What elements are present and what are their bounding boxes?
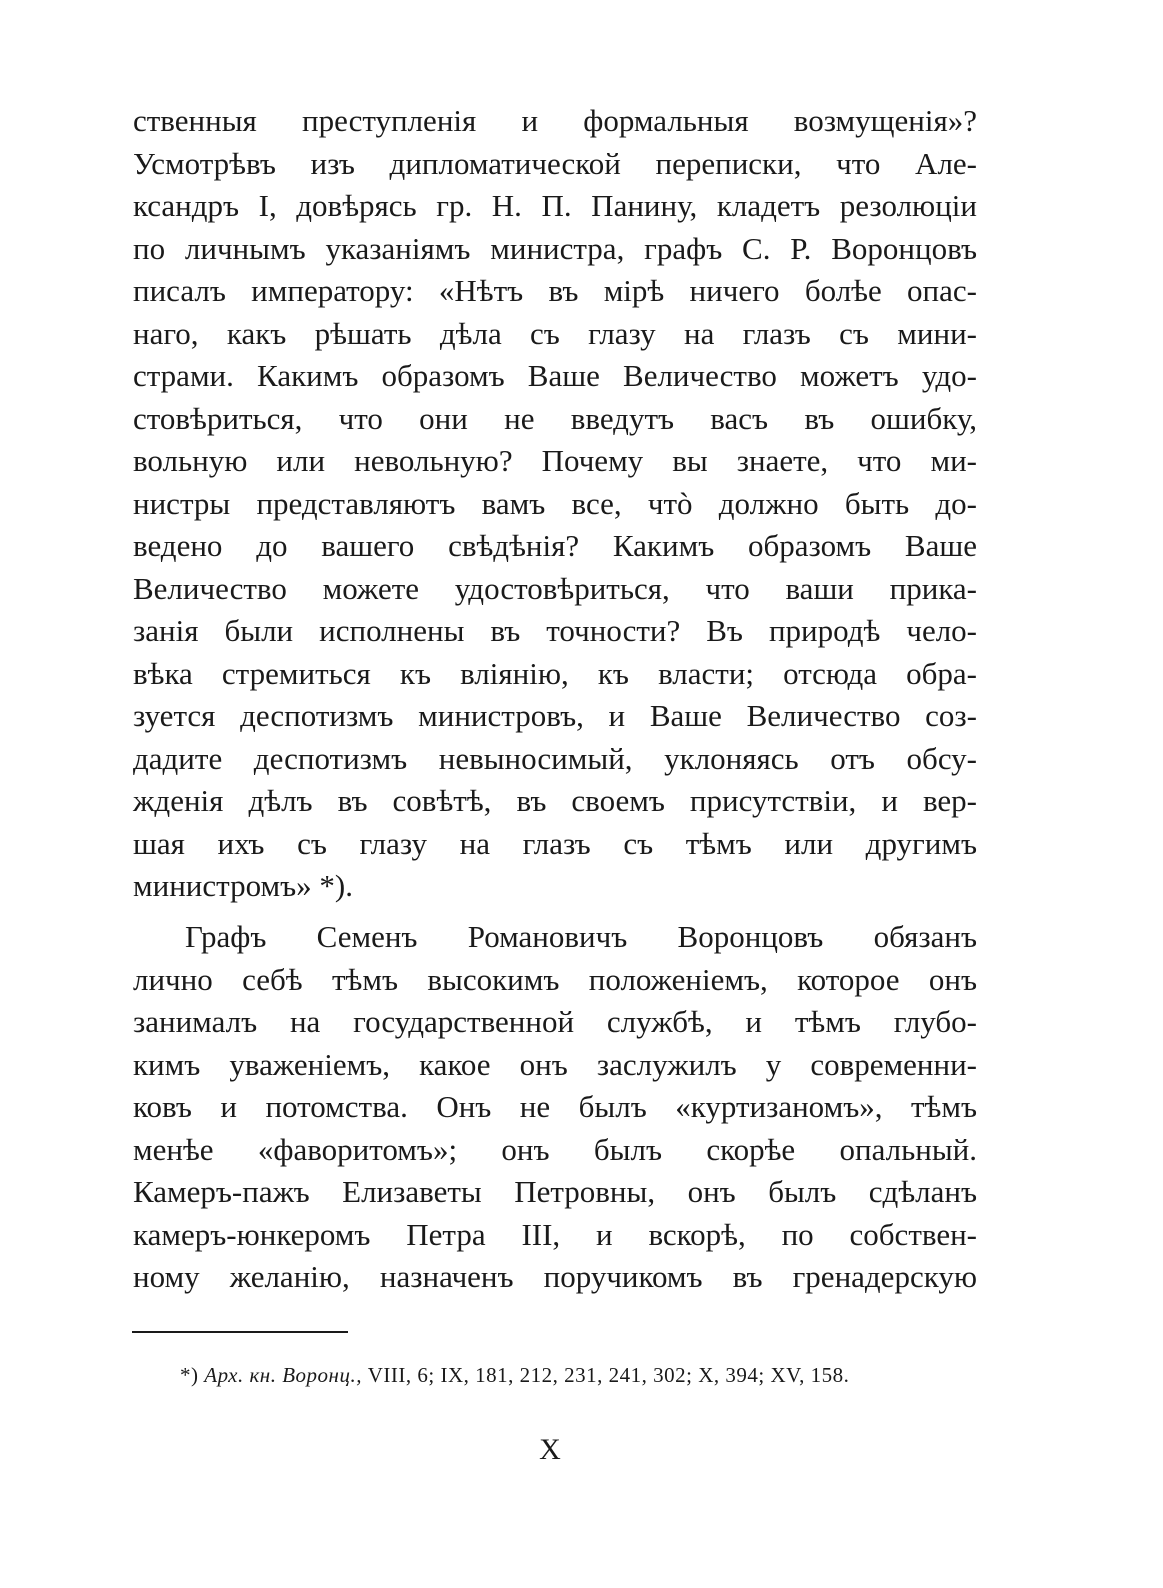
text-line: ведено до вашего свѣдѣнія? Какимъ образомъ Ваше: [133, 528, 977, 563]
text-line: занималъ на государственной службѣ, и тѣмъ глубо-: [133, 1004, 977, 1039]
text-line: зуется деспотизмъ министровъ, и Ваше Величество соз-: [133, 698, 977, 733]
text-line: шая ихъ съ глазу на глазъ съ тѣмъ или другимъ: [133, 825, 977, 861]
paragraph-1: [133, 100, 977, 908]
footnote-marker: *): [180, 1363, 199, 1387]
footnote: [180, 1360, 980, 1390]
text-line: камеръ-юнкеромъ Петра III, и вскорѣ, по собствен-: [133, 1216, 977, 1252]
text-line: менѣе «фаворитомъ»; онъ былъ скорѣе опальный.: [133, 1131, 977, 1167]
text-line: дадите деспотизмъ невыносимый, уклоняясь отъ обсу-: [133, 740, 977, 776]
text-line: лично себѣ тѣмъ высокимъ положеніемъ, которое онъ: [133, 961, 977, 997]
text-line: нистры представляютъ вамъ все, чтò должно быть до-: [133, 485, 977, 521]
text-line: ному желанію, назначенъ поручикомъ въ гренадерскую: [133, 1259, 977, 1294]
text-line: страми. Какимъ образомъ Ваше Величество можетъ удо-: [133, 358, 977, 393]
text-line: стовѣриться, что они не введутъ васъ въ ошибку,: [133, 400, 977, 436]
text-line: Усмотрѣвъ изъ дипломатической переписки, что Але-: [133, 145, 977, 181]
text-line: занія были исполнены въ точности? Въ природѣ чело-: [133, 613, 977, 648]
footnote-source: Арх. кн. Воронц.,: [204, 1363, 362, 1387]
text-line: Величество можете удостовѣриться, что ваши прика-: [133, 570, 977, 606]
text-line: Камеръ-пажъ Елизаветы Петровны, онъ былъ сдѣланъ: [133, 1174, 977, 1209]
text-line: ковъ и потомства. Онъ не былъ «куртизаномъ», тѣмъ: [133, 1089, 977, 1124]
text-line: писалъ императору: «Нѣтъ въ мірѣ ничего болѣе опас-: [133, 273, 977, 308]
text-line: вольную или невольную? Почему вы знаете, что ми-: [133, 443, 977, 478]
footnote-divider: [132, 1331, 348, 1333]
text-line: министромъ» *).: [133, 868, 353, 903]
text-line: ственныя преступленія и формальныя возмущенія»?: [133, 103, 977, 138]
footnote-references: VIII, 6; IX, 181, 212, 231, 241, 302; X, 394; XV, 158.: [367, 1363, 850, 1387]
paragraph-2: [133, 916, 977, 1299]
text-line: Графъ Семенъ Романовичъ Воронцовъ обязанъ: [185, 919, 977, 954]
text-line: ксандръ I, довѣрясь гр. Н. П. Панину, кладетъ резолюціи: [133, 188, 977, 223]
page-number: X: [539, 1433, 561, 1466]
text-line: жденія дѣлъ въ совѣтѣ, въ своемъ присутствіи, и вер-: [133, 783, 977, 818]
text-line: по личнымъ указаніямъ министра, графъ С. Р. Воронцовъ: [133, 230, 977, 266]
text-line: кимъ уваженіемъ, какое онъ заслужилъ у современни-: [133, 1046, 977, 1082]
text-line: вѣка стремиться къ вліянію, къ власти; отсюда обра-: [133, 655, 977, 691]
text-line: наго, какъ рѣшать дѣла съ глазу на глазъ съ мини-: [133, 315, 977, 351]
